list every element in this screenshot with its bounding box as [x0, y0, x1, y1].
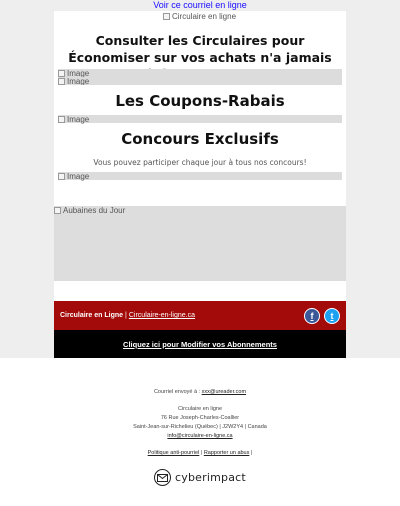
twitter-icon[interactable]: t [324, 308, 340, 324]
deals-image-placeholder[interactable] [54, 206, 346, 281]
image-placeholder-1 [58, 69, 342, 77]
deals-broken-image [54, 206, 346, 215]
antispam-policy-link[interactable]: Politique anti-pourriel [147, 450, 200, 456]
footer-site-link[interactable]: Circulaire-en-ligne.ca [128, 312, 195, 319]
footer-brand-bar [54, 301, 346, 330]
logo-alt-text: Circulaire en ligne [172, 12, 237, 21]
legal-separator: | [250, 450, 253, 456]
sent-to-label: Courriel envoyé à : [153, 389, 202, 395]
image-alt-text: Image [67, 172, 90, 181]
manage-subscriptions-link[interactable]: Cliquez ici pour Modifier vos Abonnements [54, 330, 346, 358]
footer-brand: Circulaire en Ligne [60, 312, 124, 319]
logo-image[interactable] [163, 12, 236, 21]
headline: Consulter les Circulaires pour Économiser sur vos achats n'a jamais [68, 33, 332, 65]
deals-alt-text: Aubaines du Jour [63, 206, 126, 215]
contests-subtitle: Vous pouvez participer chaque jour à tous nos concours! [93, 158, 307, 167]
envelope-icon [157, 474, 168, 482]
company-name: Circulaire en ligne [177, 406, 223, 412]
legal-separator: | [200, 450, 203, 456]
image-placeholder-3 [58, 115, 342, 124]
broken-image-icon [58, 116, 65, 123]
sent-to-email[interactable]: xxx@ureader.com [201, 389, 247, 395]
footer-separator: | [125, 312, 127, 319]
sent-to-line [0, 388, 400, 397]
banner-image-placeholder[interactable] [58, 69, 342, 85]
image-placeholder-2 [58, 77, 342, 85]
coupons-title: Les Coupons-Rabais [115, 92, 285, 110]
broken-image-icon [58, 78, 65, 85]
image-alt-text: Image [67, 77, 90, 85]
broken-image-icon [54, 207, 61, 214]
facebook-icon[interactable]: f [304, 308, 320, 324]
city-line: Saint-Jean-sur-Richelieu (Québec) | J2W2Y4 | Canada [133, 424, 267, 430]
coupons-image-placeholder[interactable] [58, 115, 342, 123]
broken-image-icon [58, 173, 65, 180]
broken-image-icon [58, 70, 65, 77]
social-links [304, 308, 340, 324]
image-placeholder-4 [58, 172, 342, 181]
view-online-link[interactable]: Voir ce courriel en ligne [153, 0, 247, 10]
image-alt-text: Image [67, 115, 90, 124]
contests-title: Concours Exclusifs [121, 130, 279, 148]
cyberimpact-envelope-icon [154, 469, 171, 486]
street-address: 76 Rue Joseph-Charles-Coallier [160, 415, 240, 421]
contests-image-placeholder[interactable] [58, 172, 342, 180]
legal-links [0, 449, 400, 458]
cyberimpact-logo[interactable] [0, 469, 400, 486]
contact-email-link[interactable]: info@circulaire-en-ligne.ca [167, 433, 233, 439]
postal-address [0, 405, 400, 441]
broken-image-icon [163, 13, 170, 20]
image-alt-text: Image [67, 69, 90, 77]
email-card [54, 11, 346, 358]
cyberimpact-wordmark: cyberimpact [175, 471, 246, 484]
report-abuse-link[interactable]: Rapporter un abus [203, 450, 250, 456]
